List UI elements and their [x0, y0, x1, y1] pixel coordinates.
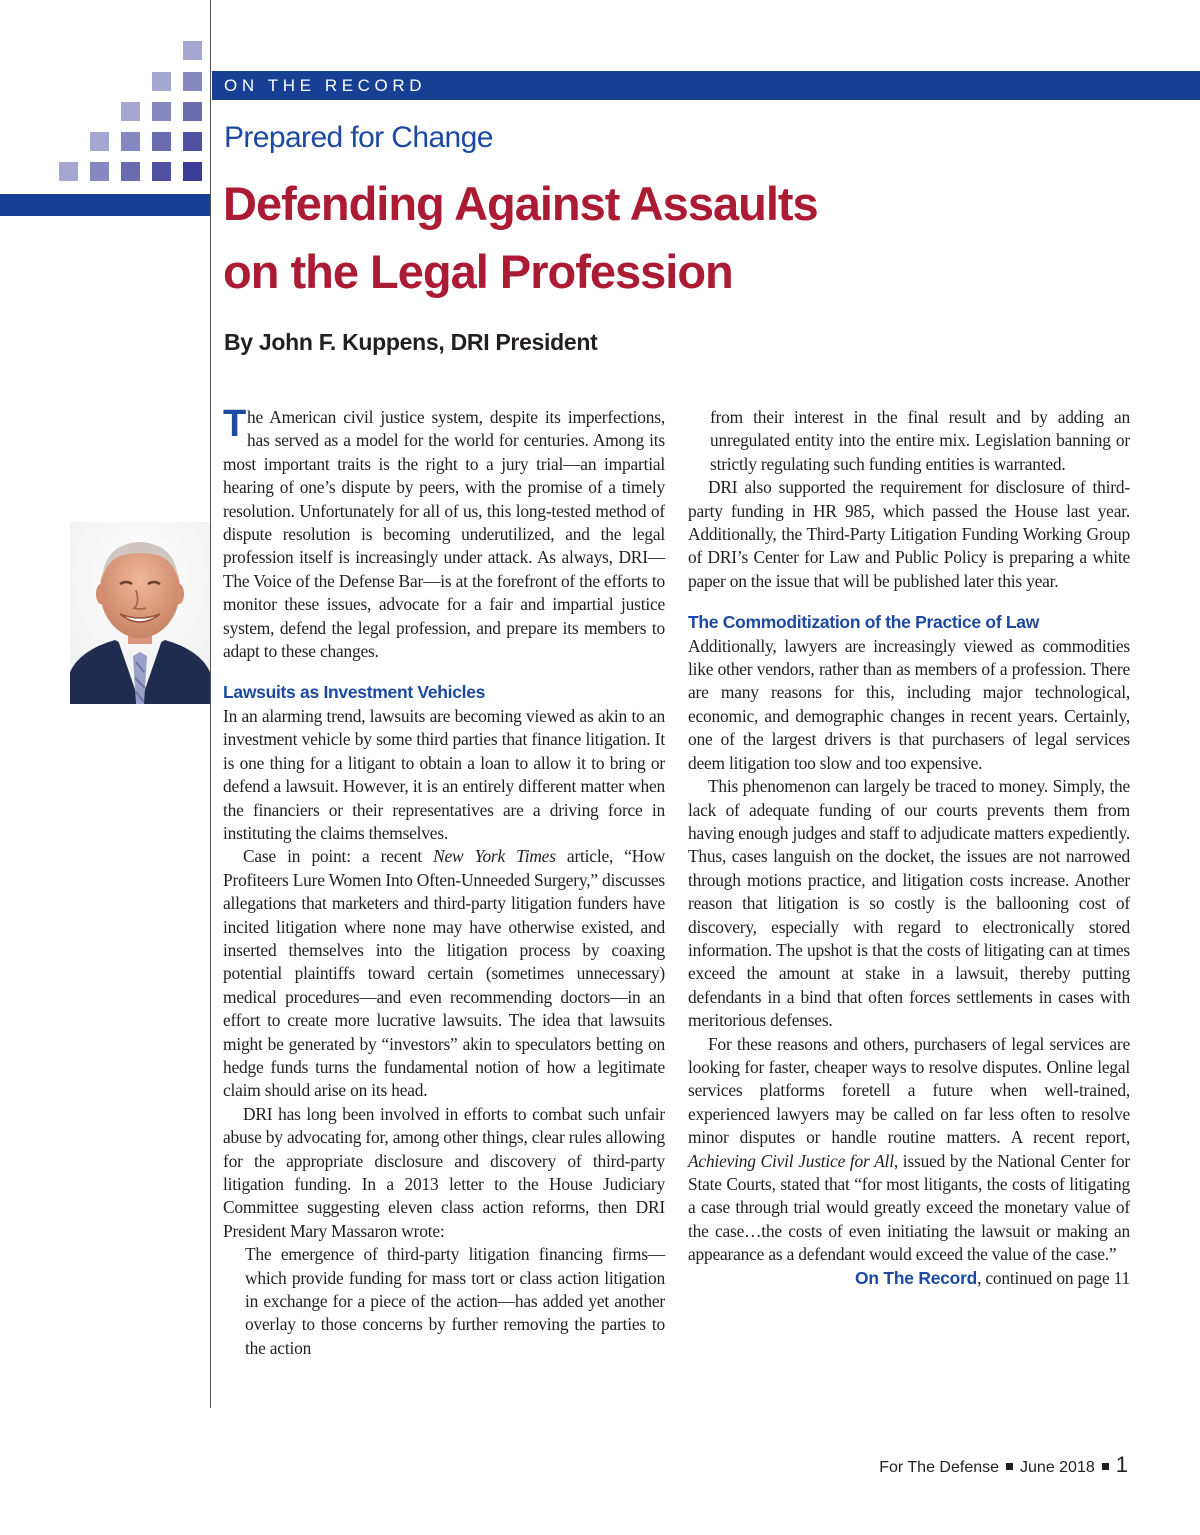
grid-square: [152, 102, 171, 121]
author-photo: [70, 522, 210, 704]
paragraph: Additionally, lawyers are increasingly viewed as commodities like other vendors, rather than as members of a profession. There are many reasons for this, including major technological, economic, and demographic changes in recent years. Certainly, one of the largest drivers is that purchasers of legal services deem litigation too slow and too expensive.: [688, 635, 1130, 773]
article-column-1: [223, 403, 666, 1360]
continued-label: On The Record: [855, 1267, 978, 1288]
accent-bar: [0, 194, 210, 216]
block-quote-continued: from their interest in the final result and by adding an unregulated entity into the entire mix. Legislation banning or strictly regulating such funding entities is warranted.: [710, 407, 1130, 474]
grid-square: [121, 162, 140, 181]
article-kicker: Prepared for Change: [224, 121, 493, 154]
subheading-commoditization: The Commoditization of the Practice of Law: [688, 612, 1040, 633]
text-run: Case in point: a recent: [243, 846, 434, 867]
byline: By John F. Kuppens, DRI President: [224, 329, 598, 355]
grid-square: [183, 162, 202, 181]
subheading-lawsuits: Lawsuits as Investment Vehicles: [223, 682, 486, 703]
page-footer: [879, 1452, 1128, 1478]
grid-square: [90, 162, 109, 181]
bullet-square-icon: [1102, 1463, 1109, 1470]
intro-text: he American civil justice system, despite its imperfections, has served as a model for the world for centuries. Among its most important traits is the right to a jury trial—an impartial hearing of one’s dispute by peers, with the promise of a timely resolution. Unfortunately for all of us, this long-tested method of dispute resolution is becoming underutilized, and the legal profession itself is increasingly under attack. As always, DRI—The Voice of the Defense Bar—is at the forefront of the efforts to monitor these issues, advocate for a fair and impartial justice system, defend the legal profession, and prepare its members to adapt to these changes.: [223, 407, 665, 662]
paragraph: DRI also supported the requirement for disclosure of third-party funding in HR 985, which passed the House last year. Additionally, the Third-Party Litigation Funding Working Group of DRI’s Center for Law and Public Policy is preparing a white paper on the issue that will be published later this year.: [688, 477, 1130, 591]
publication-name: For The Defense: [879, 1459, 1000, 1476]
article-column-2: [688, 406, 1130, 1290]
text-run: For these reasons and others, purchasers of legal services are looking for faster, cheaper ways to resolve disputes. Online legal services platforms foretell a future when well-trained, experienced lawyers may be called on far less often to resolve minor disputes or handle routine matters. A recent report,: [688, 1033, 1130, 1148]
headline-line-1: Defending Against Assaults: [223, 177, 818, 230]
text-run: article, “How Profiteers Lure Women Into Often-Unneeded Surgery,” discusses allegations that marketers and third-party litigation funders have incited litigation where none may have otherwise existed, and inserted themselves into the litigation process by coaxing potential plaintiffs toward certain (sometimes unnecessary) medical procedures—and even recommending doctors—in an effort to create more lucrative lawsuits. The idea that lawsuits might be generated by “investors” akin to speculators betting on hedge funds turns the fundamental notion of how a legitimate claim should arise on its head.: [223, 846, 666, 1101]
continued-note: [688, 1267, 1130, 1290]
column-rule: [210, 0, 211, 1408]
page-number: 1: [1115, 1452, 1128, 1477]
block-quote: The emergence of third-party litigation financing firms—which provide funding for mass tort or class action litigation in exchange for a piece of the action—has added yet another overlay to those concerns by further removing the parties to the action: [245, 1244, 665, 1358]
report-title: Achieving Civil Justice for All: [688, 1150, 894, 1171]
grid-square: [121, 102, 140, 121]
issue-date: June 2018: [1020, 1459, 1095, 1476]
grid-square: [183, 72, 202, 91]
grid-square: [152, 162, 171, 181]
grid-square: [59, 162, 78, 181]
grid-square: [90, 132, 109, 151]
section-label: ON THE RECORD: [224, 76, 427, 95]
continued-text: , continued on page 11: [977, 1267, 1130, 1288]
paragraph: This phenomenon can largely be traced to money. Simply, the lack of adequate funding of our courts prevents them from having enough judges and staff to adjudicate matters expediently. Thus, cases languish on the docket, the issues are not narrowed through motions practice, and litigation costs increase. Another reason that litigation is so costly is the ballooning cost of discovery, especially with regard to electronically stored information. The upshot is that the costs of litigating can at times exceed the amount at stake in a lawsuit, thereby putting defendants in a bind that often forces settlements in cases with meritorious defenses.: [688, 776, 1130, 1031]
intro-paragraph: [223, 403, 665, 663]
grid-square: [152, 132, 171, 151]
paragraph: In an alarming trend, lawsuits are becoming viewed as akin to an investment vehicle by some third parties that finance litigation. It is one thing for a litigant to obtain a loan to allow it to bring or defend a lawsuit. However, it is an entirely different matter when the financiers or their representatives are a driving force in instituting the claims themselves.: [223, 705, 665, 843]
paragraph: [223, 845, 665, 1102]
section-banner: [212, 71, 1200, 100]
grid-square: [152, 72, 171, 91]
headline-line-2: on the Legal Profession: [223, 245, 733, 298]
grid-square: [121, 132, 140, 151]
text-run: , issued by the National Center for State Courts, stated that “for most litigants, the costs of litigating a case through trial would greatly exceed the monetary value of the case…the costs of even initiating the lawsuit or making an appearance as a defendant would exceed the value of the case.”: [688, 1150, 1130, 1265]
paragraph: DRI has long been involved in efforts to combat such unfair abuse by advocating for, among other things, clear rules allowing for the appropriate disclosure and discovery of third-party litigation funding. In a 2013 letter to the House Judiciary Committee suggesting eleven class action reforms, then DRI President Mary Massaron wrote:: [223, 1103, 665, 1241]
grid-square: [183, 132, 202, 151]
article-headline: [223, 170, 818, 306]
bullet-square-icon: [1006, 1463, 1013, 1470]
author-portrait-icon: [70, 522, 210, 704]
drop-cap: T: [223, 403, 247, 445]
publication-title: New York Times: [433, 846, 556, 867]
grid-square: [183, 102, 202, 121]
grid-square: [183, 41, 202, 60]
paragraph: [688, 1033, 1130, 1267]
